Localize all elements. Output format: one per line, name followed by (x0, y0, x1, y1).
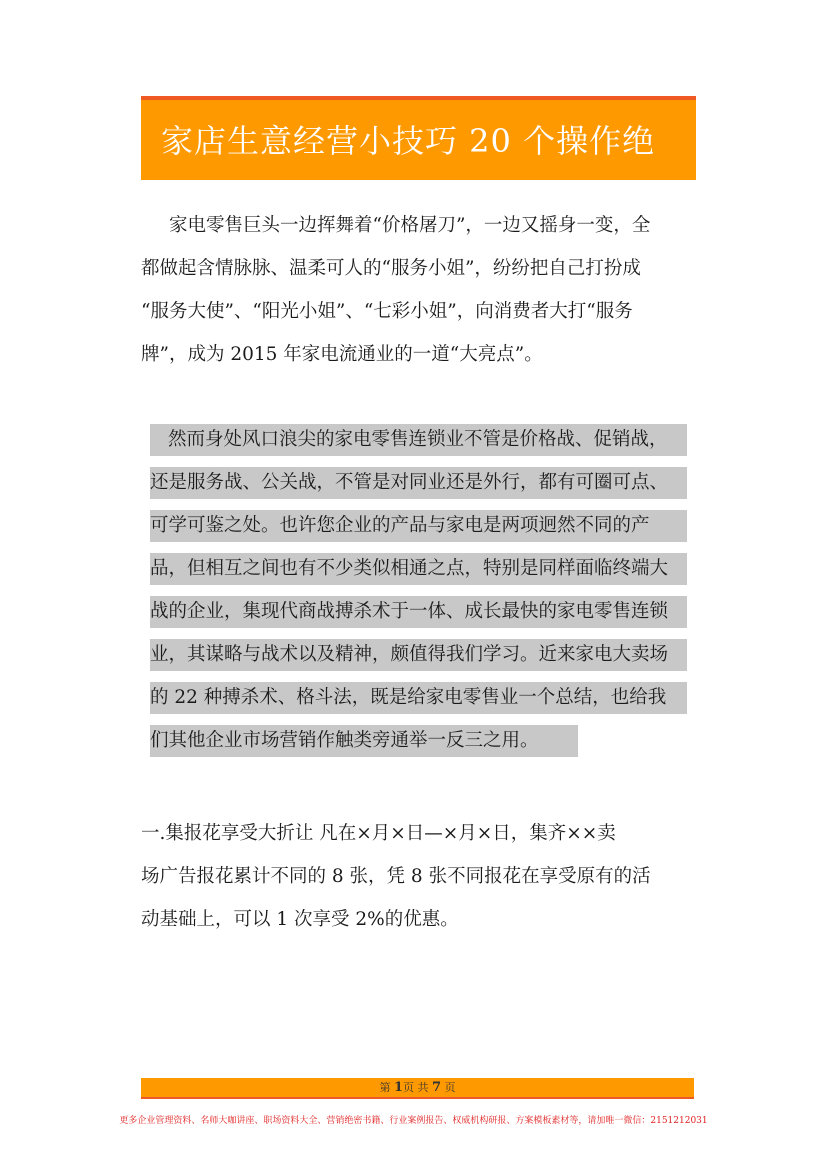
page-footer (141, 1078, 694, 1099)
paragraph-line: “服务大使”、“阳光小姐”、“七彩小姐”，向消费者大打“服务 (141, 301, 633, 322)
tip-one-paragraph (141, 812, 693, 941)
footer-middle: 页 共 (403, 1081, 429, 1094)
highlighted-line: 然而身处风口浪尖的家电零售连锁业不管是价格战、促销战， (150, 424, 687, 456)
paragraph-line: 都做起含情脉脉、温柔可人的“服务小姐”，纷纷把自己打扮成 (141, 258, 641, 279)
highlighted-line: 的 22 种搏杀术、格斗法，既是给家电零售业一个总结，也给我 (150, 682, 687, 714)
current-page-number: 1 (393, 1080, 403, 1095)
title-bar (141, 96, 696, 180)
highlighted-line: 品，但相互之间也有不少类似相通之点，特别是同样面临终端大 (150, 553, 687, 585)
highlighted-line: 战的企业，集现代商战搏杀术于一体、成长最快的家电零售连锁 (150, 596, 687, 628)
promo-note: 更多企业管理资料、名师大咖讲座、职场资料大全、营销绝密书籍、行业案例报告、权威机构研报、方案模板素材等，请加唯一微信：2151212031 (119, 1116, 708, 1126)
total-page-number: 7 (432, 1080, 442, 1095)
footer-suffix: 页 (444, 1081, 456, 1094)
intro-paragraph (141, 204, 693, 376)
footer-prefix: 第 (379, 1081, 391, 1094)
paragraph-line: 一.集报花享受大折让 凡在×月×日—×月×日，集齐××卖 (141, 823, 616, 844)
highlighted-paragraph (150, 424, 687, 768)
paragraph-line: 牌”，成为 2015 年家电流通业的一道“大亮点”。 (141, 344, 543, 365)
paragraph-line: 场广告报花累计不同的 8 张，凭 8 张不同报花在享受原有的活 (141, 866, 651, 887)
highlighted-line: 可学可鉴之处。也许您企业的产品与家电是两项迥然不同的产 (150, 510, 687, 542)
paragraph-line: 家电零售巨头一边挥舞着“价格屠刀”，一边又摇身一变，全 (169, 215, 651, 236)
highlighted-line: 业，其谋略与战术以及精神，颇值得我们学习。近来家电大卖场 (150, 639, 687, 671)
paragraph-line: 动基础上，可以 1 次享受 2%的优惠。 (141, 909, 459, 930)
page-title: 家店生意经营小技巧 20 个操作绝 (161, 122, 656, 160)
highlighted-line: 们其他企业市场营销作触类旁通举一反三之用。 (150, 725, 578, 757)
highlighted-line: 还是服务战、公关战，不管是对同业还是外行，都有可圈可点、 (150, 467, 687, 499)
